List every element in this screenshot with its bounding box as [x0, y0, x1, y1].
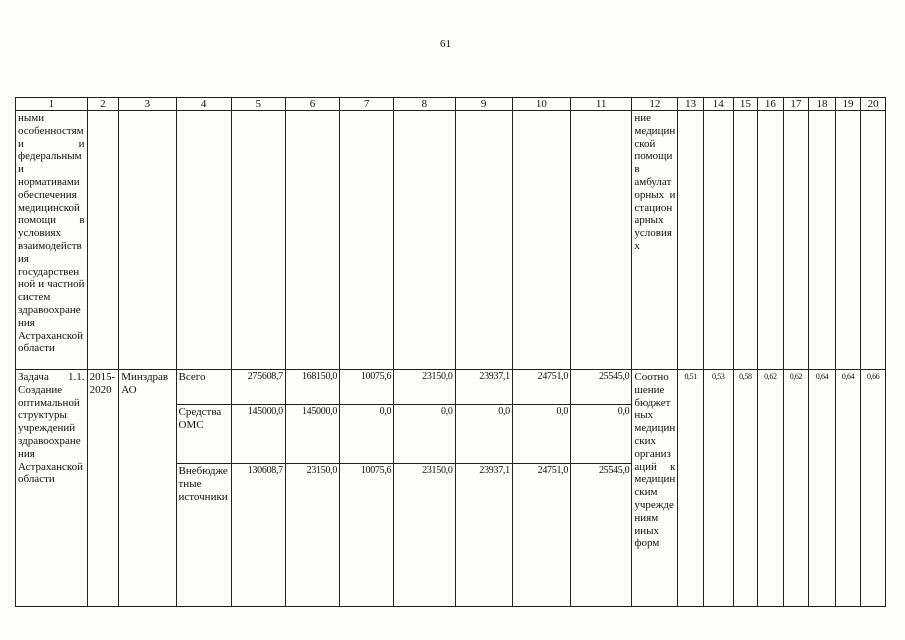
table-row — [16, 370, 886, 405]
funding-value: 145000,0 — [231, 405, 285, 464]
funding-value: 24751,0 — [512, 370, 570, 405]
empty-cell — [861, 111, 886, 370]
empty-cell — [678, 111, 704, 370]
header-cell: 3 — [119, 98, 176, 111]
funding-value: 23937,1 — [455, 370, 512, 405]
empty-cell — [512, 111, 570, 370]
empty-cell — [394, 111, 455, 370]
task-period: 2015-2020 — [87, 370, 119, 607]
header-row — [16, 98, 886, 111]
header-cell: 10 — [512, 98, 570, 111]
empty-cell — [809, 111, 836, 370]
funding-value: 0,0 — [512, 405, 570, 464]
header-cell: 18 — [809, 98, 836, 111]
continuation-description: ными особенностями и федеральными нормативами обеспечения медицинской помощи в условиях взаимодействия государственной и частной систем здравоохранения Астраханской области — [16, 111, 88, 370]
header-cell: 2 — [87, 98, 119, 111]
funding-value: 25545,0 — [571, 464, 632, 607]
indicator-value: 0,53 — [703, 370, 733, 607]
empty-cell — [340, 111, 394, 370]
empty-cell — [703, 111, 733, 370]
funding-value: 23937,1 — [455, 464, 512, 607]
header-cell: 20 — [861, 98, 886, 111]
empty-cell — [455, 111, 512, 370]
header-cell: 5 — [231, 98, 285, 111]
funding-source: Внебюджетные источники — [176, 464, 231, 607]
indicator-value: 0,58 — [733, 370, 758, 607]
indicator-value: 0,64 — [835, 370, 861, 607]
continuation-indicator: ние медицинской помощи в амбулаторных и стационарных условиях — [632, 111, 678, 370]
empty-cell — [119, 111, 176, 370]
funding-value: 10075,6 — [340, 370, 394, 405]
header-cell: 4 — [176, 98, 231, 111]
empty-cell — [231, 111, 285, 370]
funding-value: 0,0 — [455, 405, 512, 464]
header-cell: 11 — [571, 98, 632, 111]
indicator-value: 0,66 — [861, 370, 886, 607]
funding-value: 0,0 — [340, 405, 394, 464]
header-cell: 16 — [758, 98, 784, 111]
funding-value: 168150,0 — [285, 370, 339, 405]
empty-cell — [783, 111, 809, 370]
funding-value: 24751,0 — [512, 464, 570, 607]
funding-source: Средства ОМС — [176, 405, 231, 464]
indicator-value: 0,62 — [758, 370, 784, 607]
funding-value: 23150,0 — [285, 464, 339, 607]
empty-cell — [758, 111, 784, 370]
indicator-value: 0,51 — [678, 370, 704, 607]
header-cell: 8 — [394, 98, 455, 111]
empty-cell — [571, 111, 632, 370]
funding-value: 10075,6 — [340, 464, 394, 607]
funding-value: 0,0 — [571, 405, 632, 464]
empty-cell — [176, 111, 231, 370]
indicator-value: 0,62 — [783, 370, 809, 607]
program-table — [15, 97, 886, 607]
header-cell: 14 — [703, 98, 733, 111]
funding-value: 145000,0 — [285, 405, 339, 464]
header-cell: 15 — [733, 98, 758, 111]
funding-value: 25545,0 — [571, 370, 632, 405]
header-cell: 17 — [783, 98, 809, 111]
header-cell: 6 — [285, 98, 339, 111]
empty-cell — [733, 111, 758, 370]
funding-value: 0,0 — [394, 405, 455, 464]
funding-value: 275608,7 — [231, 370, 285, 405]
empty-cell — [285, 111, 339, 370]
header-cell: 9 — [455, 98, 512, 111]
funding-source: Всего — [176, 370, 231, 405]
task-executor: Минздрав АО — [119, 370, 176, 607]
funding-value: 130608,7 — [231, 464, 285, 607]
funding-value: 23150,0 — [394, 370, 455, 405]
page-number: 61 — [440, 38, 451, 50]
header-cell: 12 — [632, 98, 678, 111]
task-indicator: Соотношение бюджетных медицинских организаций к медицинским учреждениям иных форм — [632, 370, 678, 607]
header-cell: 1 — [16, 98, 88, 111]
funding-value: 23150,0 — [394, 464, 455, 607]
empty-cell — [835, 111, 861, 370]
indicator-value: 0,64 — [809, 370, 836, 607]
header-cell: 19 — [835, 98, 861, 111]
continuation-row — [16, 111, 886, 370]
empty-cell — [87, 111, 119, 370]
header-cell: 7 — [340, 98, 394, 111]
header-cell: 13 — [678, 98, 704, 111]
task-description: Задача 1.1. Создание оптимальной структуры учреждений здравоохранения Астраханской области — [16, 370, 88, 607]
